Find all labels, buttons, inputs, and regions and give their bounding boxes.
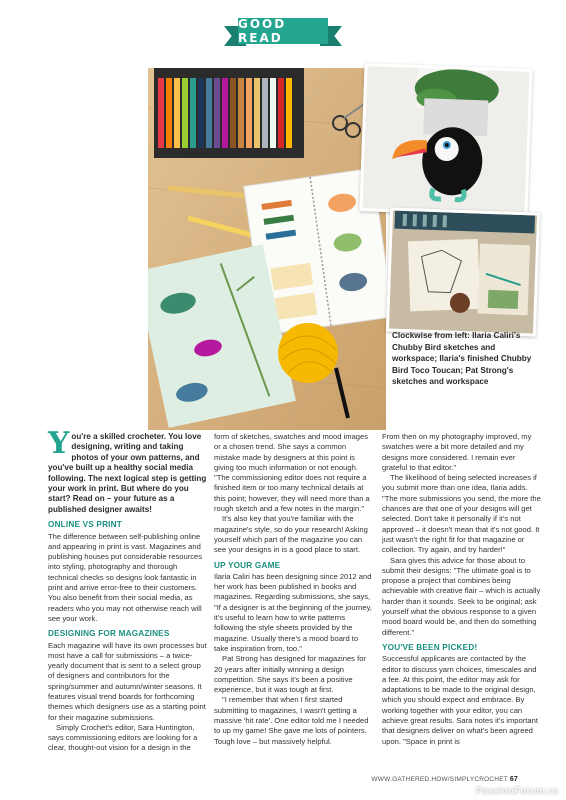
workspace-illustration xyxy=(148,68,386,430)
paragraph: It's also key that you're familiar with the magazine's style, so do your research! Asking yourself which part of the magazine you can see your designs in is a good place to start. xyxy=(214,514,368,555)
footer-url: WWW.GATHERED.HOW/SIMPLYCROCHET xyxy=(371,776,508,783)
toucan-illustration xyxy=(363,66,530,214)
drop-cap: Y xyxy=(48,426,70,461)
workspace-photo xyxy=(148,68,386,430)
page-number: 67 xyxy=(509,776,518,783)
intro-text: ou're a skilled crocheter. You love designing, writing and taking photos of your own patterns, and you've built up a healthy social media following. The next logical step is getting your work in print. But where do you start? Read on – your future as a published designer awaits! xyxy=(48,432,207,514)
ribbon xyxy=(238,18,328,44)
paragraph: Pat Strong has designed for magazines for 20 years after initially winning a design competition. She says it's been a positive experience, but it was tough at first. xyxy=(214,654,366,695)
paragraph: The likelihood of being selected increases if you submit more than one idea, Ilaria adds. "The more submissions you send, the more the chances are that one of your designs will get selected. Don't take it personally if it's not approved – it doesn't mean that it's not good. It just wasn't the right fit for that magazine or collection. Try again, and try harder!" xyxy=(382,473,541,555)
page-footer xyxy=(371,776,518,783)
intro-paragraph xyxy=(48,426,208,515)
heading-designing-for-magazines: DESIGNING FOR MAGAZINES xyxy=(48,629,170,639)
column-1 xyxy=(48,426,208,754)
watermark: PassionForum.ru xyxy=(475,786,558,797)
paragraph: form of sketches, swatches and mood images or a chosen trend. She says a common mistake made by designers at this point is giving too much information or not enough. "The commissioning editor does not require a finished item or too many technical details at this point; however, they will need more than a rough sketch and a few notes in the margin." xyxy=(214,432,370,514)
heading-online-vs-print: ONLINE VS PRINT xyxy=(48,520,122,530)
paragraph: Each magazine will have its own processes but most have a call for submissions – a twice-yearly document that is sent to a select group of designers and contributors for the spring/summer and autumn/winter seasons. It features visual trend boards for forthcoming themes which designers use as a starting point for their magazine submissions. xyxy=(48,640,207,722)
paragraph: Sara gives this advice for those about to submit their designs: "The ultimate goal is to propose a project that combines being achievable with creative flair – which is actually harder than it sounds. Seek to be original; ask yourself what the obvious response to a given mood board would be, and then do something different." xyxy=(382,555,541,637)
photo-caption: Clockwise from left: Ilaria Caliri's Chubby Bird sketches and workspace; Ilaria's finished Chubby Bird Toco Toucan; Pat Strong's sketches and workspace xyxy=(392,331,532,387)
sketch-workspace-photo xyxy=(386,207,540,336)
sketch-illustration xyxy=(389,211,537,334)
paragraph: The difference between self-publishing online and appearing in print is vast. Magazines and publishing houses put considerable resources into styling, photography and thorough technical checks so designs look fantastic in print and arrive error-free to their customers. You also benefit from their social media, as readers who you may not otherwise reach will see your work. xyxy=(48,531,203,623)
section-banner xyxy=(238,18,328,48)
column-2 xyxy=(214,432,374,747)
toucan-photo xyxy=(359,63,532,217)
paragraph: From then on my photography improved, my swatches were a bit more detailed and my designs more considered. I remain ever grateful to that editor." xyxy=(382,432,532,472)
banner-title: GOOD READ xyxy=(238,17,287,45)
paragraph: Ilaria Caliri has been designing since 2012 and her work has been published in books and magazines. Regarding submissions, she says, "If a designer is at the beginning of the journey, it's useful to learn how to write patterns following the style sheets provided by the magazine. Usually there's a mood board to take inspiration from, too." xyxy=(214,571,372,653)
heading-up-your-game: UP YOUR GAME xyxy=(214,560,281,570)
paragraph: Simply Crochet's editor, Sara Huntington, says commissioning editors are looking for a clear, thought-out vision for a design in the xyxy=(48,722,198,753)
column-3 xyxy=(382,432,542,747)
paragraph: Successful applicants are contacted by the editor to discuss yarn choices, timescales and a fee. At this point, the editor may ask for adaptations to be made to the original design, which you should expect and embrace. By working together with your editor, you can achieve great results. Sara notes it's important that designers deliver on what's been agreed upon. "Space in print is xyxy=(382,654,538,746)
paragraph: "I remember that when I first started submitting to magazines, I wasn't getting a massive 'hit rate'. One editor told me I needed to up my game! She gave me lots of pointers. Tough love – but massively helpful. xyxy=(214,695,369,746)
heading-youve-been-picked: YOU'VE BEEN PICKED! xyxy=(382,642,478,652)
